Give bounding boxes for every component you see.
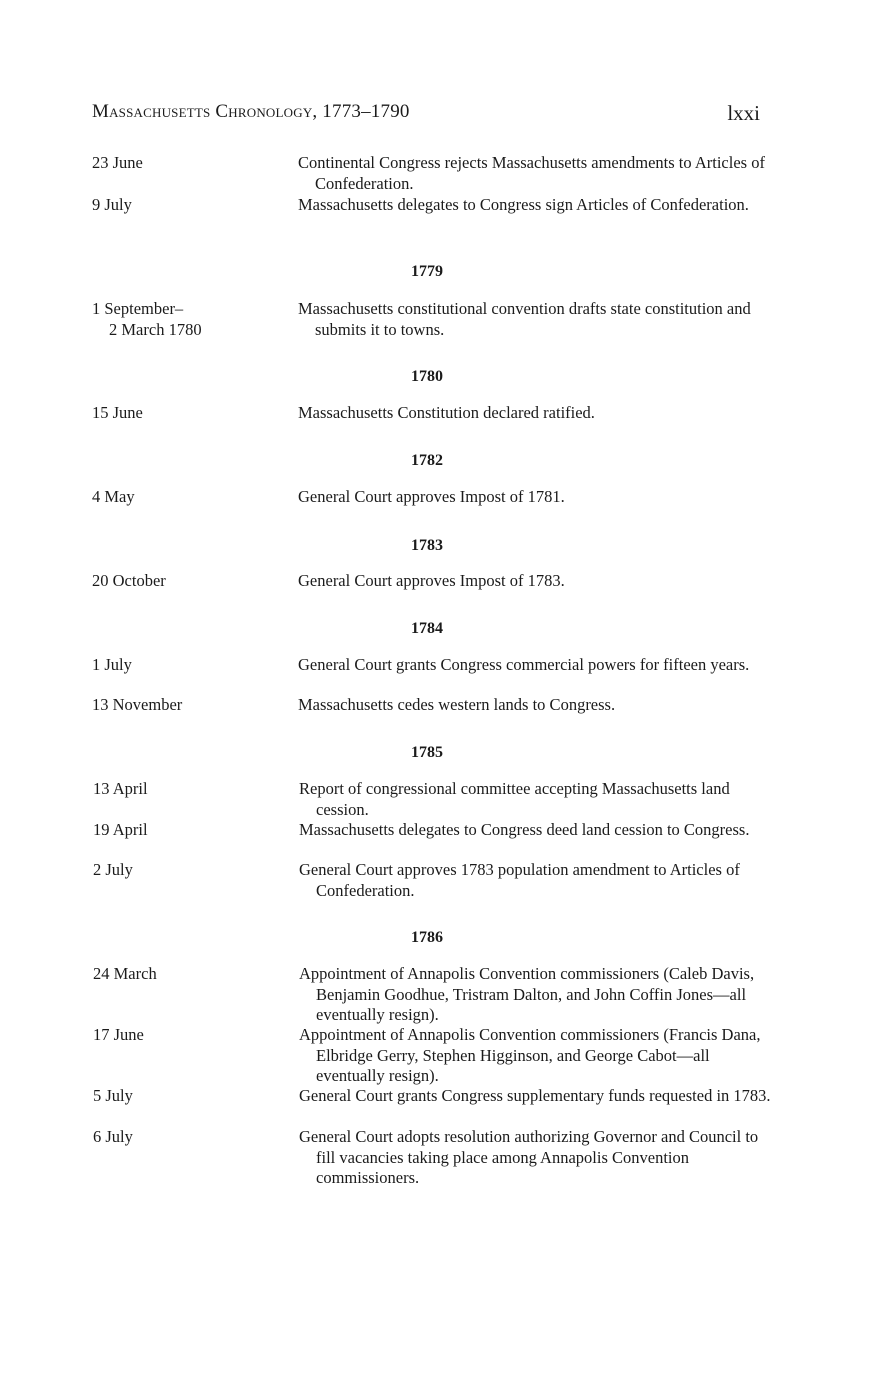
year-heading: 1780 — [411, 368, 443, 385]
entry-text: General Court grants Congress supplementary funds requested in 1783. — [299, 1086, 771, 1105]
entry-text: General Court approves Impost of 1783. — [298, 571, 565, 590]
running-title: Massachusetts Chronology, 1773–1790 — [92, 101, 410, 122]
page-header — [92, 101, 760, 131]
entry-text: Massachusetts cedes western lands to Congress. — [298, 695, 616, 714]
entry-text: Appointment of Annapolis Convention commissioners (Caleb Davis, Benjamin Goodhue, Tristram Dalton, and John Coffin Jones—all eventually resign). — [299, 964, 755, 1024]
page-number: lxxi — [727, 101, 760, 125]
entry-text: Massachusetts Constitution declared ratified. — [298, 403, 595, 422]
entry-text: Continental Congress rejects Massachusetts amendments to Articles of Confederation. — [298, 153, 765, 193]
entry-date: 24 March — [93, 964, 157, 983]
entry-text: Appointment of Annapolis Convention commissioners (Francis Dana, Elbridge Gerry, Stephen Higginson, and George Cabot—all eventually resign). — [299, 1025, 761, 1085]
entry-text: Massachusetts constitutional convention drafts state constitution and submits it to towns. — [298, 299, 751, 339]
entry-text: General Court approves Impost of 1781. — [298, 487, 565, 506]
entry-date: 2 July — [93, 860, 133, 879]
entry-text: Massachusetts delegates to Congress deed land cession to Congress. — [299, 820, 750, 839]
entry-text: General Court adopts resolution authorizing Governor and Council to fill vacancies taking place among Annapolis Convention commissioners. — [299, 1127, 759, 1187]
entry-date: 15 June — [92, 403, 143, 422]
year-heading: 1779 — [411, 263, 443, 280]
entry-date: 20 October — [92, 571, 166, 590]
entry-text: Massachusetts delegates to Congress sign Articles of Confederation. — [298, 195, 749, 214]
year-heading: 1782 — [411, 452, 443, 469]
entry-date: 6 July — [93, 1127, 133, 1146]
entry-date-line: 1 September– — [92, 299, 184, 318]
entry-date: 23 June — [92, 153, 143, 172]
entry-date: 9 July — [92, 195, 132, 214]
entry-date: 1 July — [92, 655, 132, 674]
entry-date: 19 April — [93, 820, 148, 839]
year-heading: 1784 — [411, 620, 443, 637]
entry-text: General Court grants Congress commercial powers for fifteen years. — [298, 655, 750, 674]
entry-date — [92, 299, 282, 340]
entry-date: 4 May — [92, 487, 135, 506]
entry-date: 5 July — [93, 1086, 133, 1105]
year-heading: 1786 — [411, 929, 443, 946]
year-heading: 1783 — [411, 537, 443, 554]
year-heading: 1785 — [411, 744, 443, 761]
entry-date: 17 June — [93, 1025, 144, 1044]
entry-text: Report of congressional committee accepting Massachusetts land cession. — [299, 779, 730, 819]
entry-date: 13 November — [92, 695, 183, 714]
entry-date-line: 2 March 1780 — [109, 319, 202, 339]
entry-date: 13 April — [93, 779, 148, 798]
entry-text: General Court approves 1783 population amendment to Articles of Confederation. — [299, 860, 740, 900]
